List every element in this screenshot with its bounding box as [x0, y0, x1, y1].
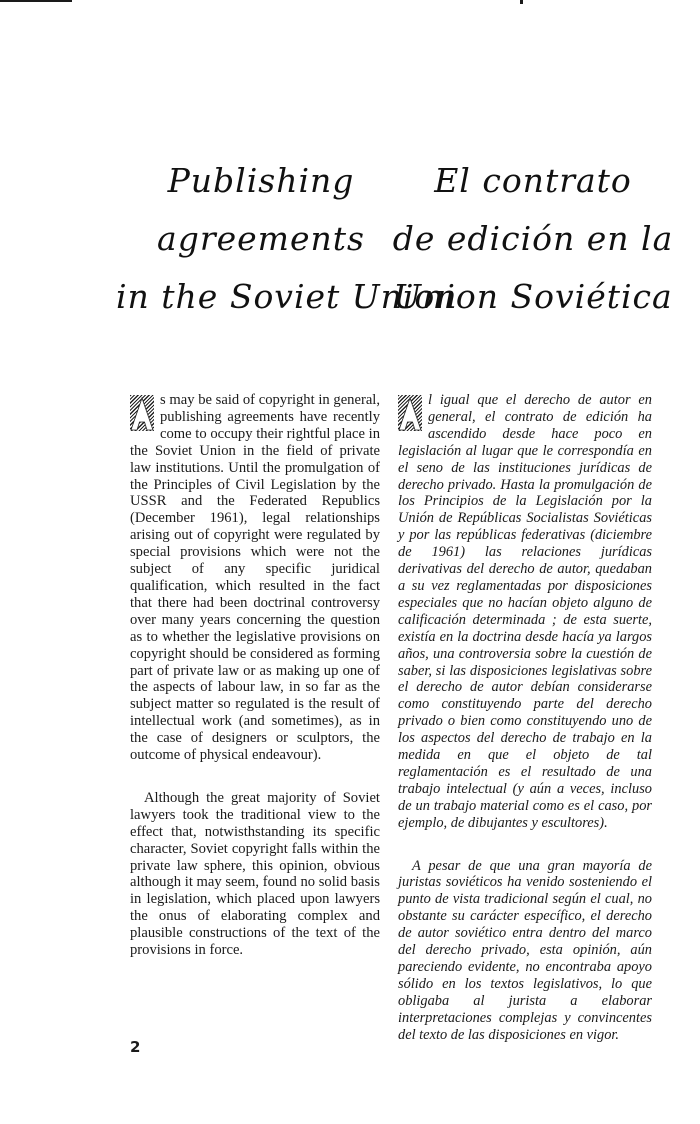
- spanish-dropcap: [398, 395, 422, 431]
- spanish-column: [398, 392, 652, 1044]
- spanish-paragraph-1-text: l igual que el derecho de autor en general, el contrato de edición ha ascendido desde hace poco en legislación al lugar que le correspondía en el seno de las instituciones jurídicas de derecho privado. Hasta la promulgación de los Principios de la Legislación por la Unión de Repúblicas Socialistas Soviéticas y por las repúblicas federativas (diciembre de 1961) las relaciones jurídicas derivativas del derecho de autor, quedaban a su vez reglamentadas por disposiciones especiales que no hacían objeto alguno de calificación determinada ; de esta suerte, existía en la doctrina desde hacía ya largos años, una controversia sobre la cuestión de saber, si las disposiciones legislativas sobre el derecho de autor debían considerarse como constituyendo parte del derecho privado o bien como constituyendo uno de los aspectos del derecho de trabajo en la medida en que el objeto de tal reglamentación es el resultado de una trabajo intelectual (y aún a veces, incluso de un trabajo material como es el caso, por ejemplo, de dibujantes y escultores).: [398, 392, 652, 831]
- title-spanish-line-1: El contrato: [434, 161, 632, 201]
- spanish-paragraph-1: [398, 392, 652, 832]
- page-number: 2: [130, 1038, 141, 1056]
- english-paragraph-1: [130, 392, 380, 764]
- title-english-line-2: agreements: [157, 219, 365, 259]
- spanish-paragraph-2: A pesar de que una gran mayoría de juristas soviéticos ha venido sosteniendo el punto de vista tradicional según el cual, no obstante su carácter específico, el derecho de autor soviético entra dentro del marco del derecho privado, esta opinión, aún pareciendo evidente, no encontraba apoyo sólido en los textos legislativos, lo que obligaba al jurista a elaborar interpretaciones complejas y convincentes del texto de las disposiciones en vigor.: [398, 857, 652, 1043]
- title-spanish-line-2: de edición en la: [392, 219, 674, 259]
- english-paragraph-1-text: s may be said of copyright in general, publishing agreements have recently come to occupy their rightful place in the Soviet Union in the field of private law institutions. Until the promulgation of the Principles of Civil Legislation by the USSR and the Federated Republics (December 1961), legal relationships arising out of copyright were regulated by special provisions which were not the subject of any specific juridical qualification, which resulted in the fact that there had been doctrinal controversy over many years concerning the question as to whether the legislative provisions on copyright should be considered as forming part of private law or as making up one of the aspects of labour law, in so far as the subject matter so regulated is the result of intellectual work (and sometimes), as in the case of designers or sculptors, the outcome of physical endeavour).: [130, 392, 380, 764]
- top-rule: [0, 0, 72, 2]
- title-english: [116, 152, 458, 326]
- top-mark: [520, 0, 523, 4]
- title-spanish: [388, 152, 678, 326]
- title-spanish-line-3: Union Soviética: [393, 277, 673, 317]
- english-column: [130, 392, 380, 959]
- title-english-line-3: in the Soviet Union: [116, 277, 458, 317]
- title-english-line-1: Publishing: [167, 161, 355, 201]
- english-dropcap: [130, 395, 154, 431]
- english-paragraph-2: Although the great majority of Soviet lawyers took the traditional view to the effect that, notwisthstanding its specific character, Soviet copyright falls within the private law sphere, this opinion, obvious although it may seem, found no solid basis in legislation, which placed upon lawyers the onus of elaborating complex and plausible constructions of the text of the provisions in force.: [130, 789, 380, 959]
